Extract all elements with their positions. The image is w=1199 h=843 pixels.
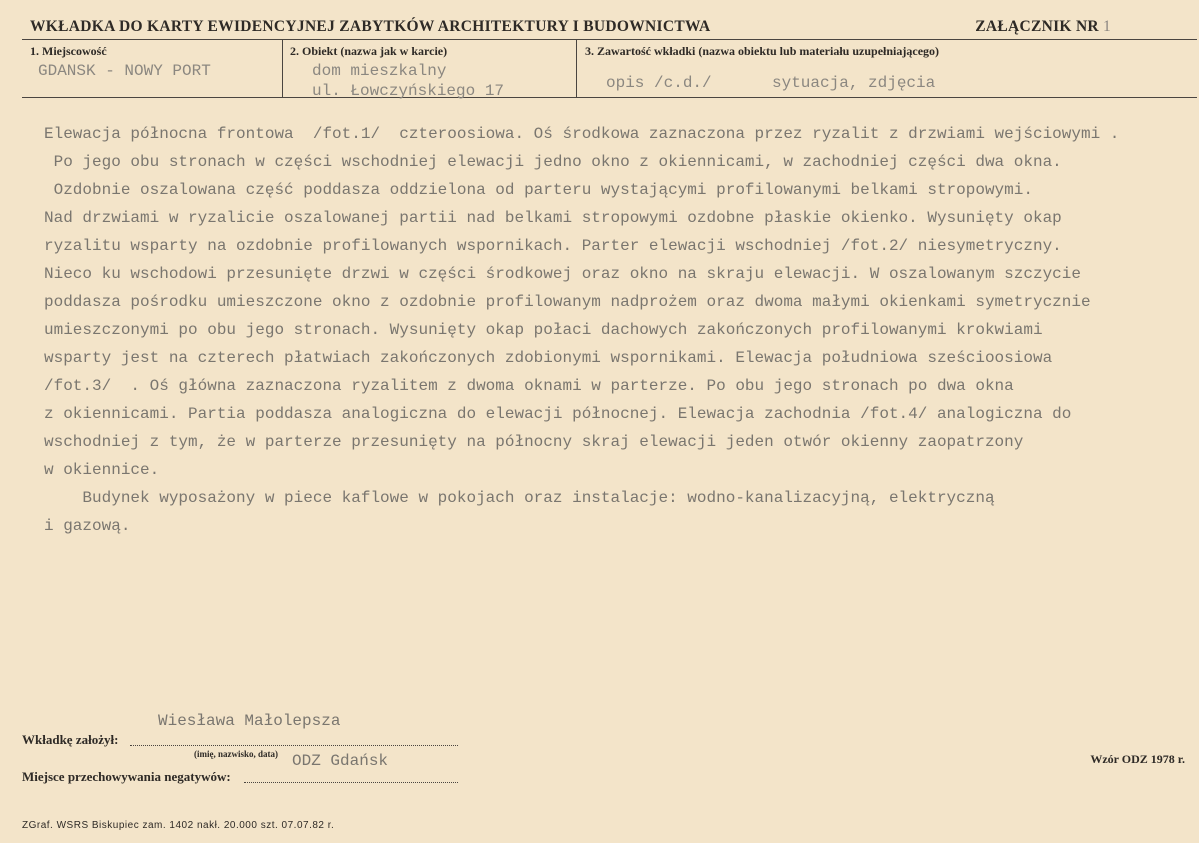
description-line: Nieco ku wschodowi przesunięte drzwi w części środkowej oraz okno na skraju elewacji. W oszalowanym szczycie xyxy=(44,265,1081,283)
contents-value-left: opis /c.d./ xyxy=(606,74,712,92)
annex-label-text: ZAŁĄCZNIK NR xyxy=(975,18,1099,35)
contents-value-right: sytuacja, zdjęcia xyxy=(772,74,936,92)
description-line: ryzalitu wsparty na ozdobnie profilowanych wspornikach. Parter elewacji wschodniej /fot.2/ niesymetryczny. xyxy=(44,237,1062,255)
header-divider-2 xyxy=(576,39,577,97)
storage-value: ODZ Gdańsk xyxy=(292,752,389,770)
template-version: Wzór ODZ 1978 r. xyxy=(1090,752,1185,766)
description-line: Budynek wyposażony w piece kaflowe w pokojach oraz instalacje: wodno-kanalizacyjną, elektryczną xyxy=(44,489,995,507)
description-line: Po jego obu stronach w części wschodniej elewacji jedno okno z okiennicami, w zachodniej części dwa okna. xyxy=(44,153,1062,171)
description-line: /fot.3/ . Oś główna zaznaczona ryzalitem z dwoma oknami w parterze. Po obu jego stronach po dwa okna xyxy=(44,377,1014,395)
description-line: wschodniej z tym, że w parterze przesunięty na północny skraj elewacji jeden otwór okienny zaopatrzony xyxy=(44,433,1024,451)
prepared-by-dotted-line xyxy=(130,745,458,746)
description-line: w okiennice. xyxy=(44,461,160,479)
storage-dotted-line xyxy=(244,782,458,783)
form-title: WKŁADKA DO KARTY EWIDENCYJNEJ ZABYTKÓW ARCHITEKTURY I BUDOWNICTWA xyxy=(30,18,711,35)
description-line: umieszczonymi po obu jego stronach. Wysunięty okap połaci dachowych zakończonych profilowanymi krokwiami xyxy=(44,321,1043,339)
description-text xyxy=(44,120,1174,540)
prepared-by-hint: (imię, nazwisko, data) xyxy=(194,749,278,759)
object-value-line-1: dom mieszkalny xyxy=(312,62,447,80)
contents-label: 3. Zawartość wkładki (nazwa obiektu lub materiału uzupełniającego) xyxy=(585,44,940,58)
description-line: Nad drzwiami w ryzalicie oszalowanej partii nad belkami stropowymi ozdobne płaskie okienko. Wysunięty okap xyxy=(44,209,1062,227)
description-line: poddasza pośrodku umieszczone okno z ozdobnie profilowanym nadprożem oraz dwoma małymi okienkami symetrycznie xyxy=(44,293,1091,311)
locality-label: 1. Miejscowość xyxy=(30,44,107,58)
header-bottom-rule xyxy=(22,97,1197,98)
printer-imprint: ZGraf. WSRS Biskupiec zam. 1402 nakł. 20.000 szt. 07.07.82 r. xyxy=(22,820,335,831)
object-value-line-2: ul. Łowczyńskiego 17 xyxy=(312,82,505,100)
locality-value: GDANSK - NOWY PORT xyxy=(38,62,211,80)
storage-label: Miejsce przechowywania negatywów: xyxy=(22,769,231,784)
description-line: wsparty jest na czterech płatwiach zakończonych zdobionymi wspornikami. Elewacja południowa sześcioosiowa xyxy=(44,349,1053,367)
header-top-rule xyxy=(22,39,1197,40)
description-line: Elewacja północna frontowa /fot.1/ czteroosiowa. Oś środkowa zaznaczona przez ryzalit z drzwiami wejściowymi . xyxy=(44,125,1120,143)
prepared-by-value: Wiesława Małolepsza xyxy=(158,712,341,730)
header-divider-1 xyxy=(282,39,283,97)
prepared-by-label: Wkładkę założył: xyxy=(22,732,119,747)
description-line: Ozdobnie oszalowana część poddasza oddzielona od parteru wystającymi profilowanymi belkami stropowymi. xyxy=(44,181,1033,199)
object-label: 2. Obiekt (nazwa jak w karcie) xyxy=(290,44,448,58)
description-line: i gazową. xyxy=(44,517,131,535)
annex-number: 1 xyxy=(1102,18,1111,35)
description-line: z okiennicami. Partia poddasza analogiczna do elewacji północnej. Elewacja zachodnia /fot.4/ analogiczna do xyxy=(44,405,1072,423)
annex-label xyxy=(975,18,1111,36)
